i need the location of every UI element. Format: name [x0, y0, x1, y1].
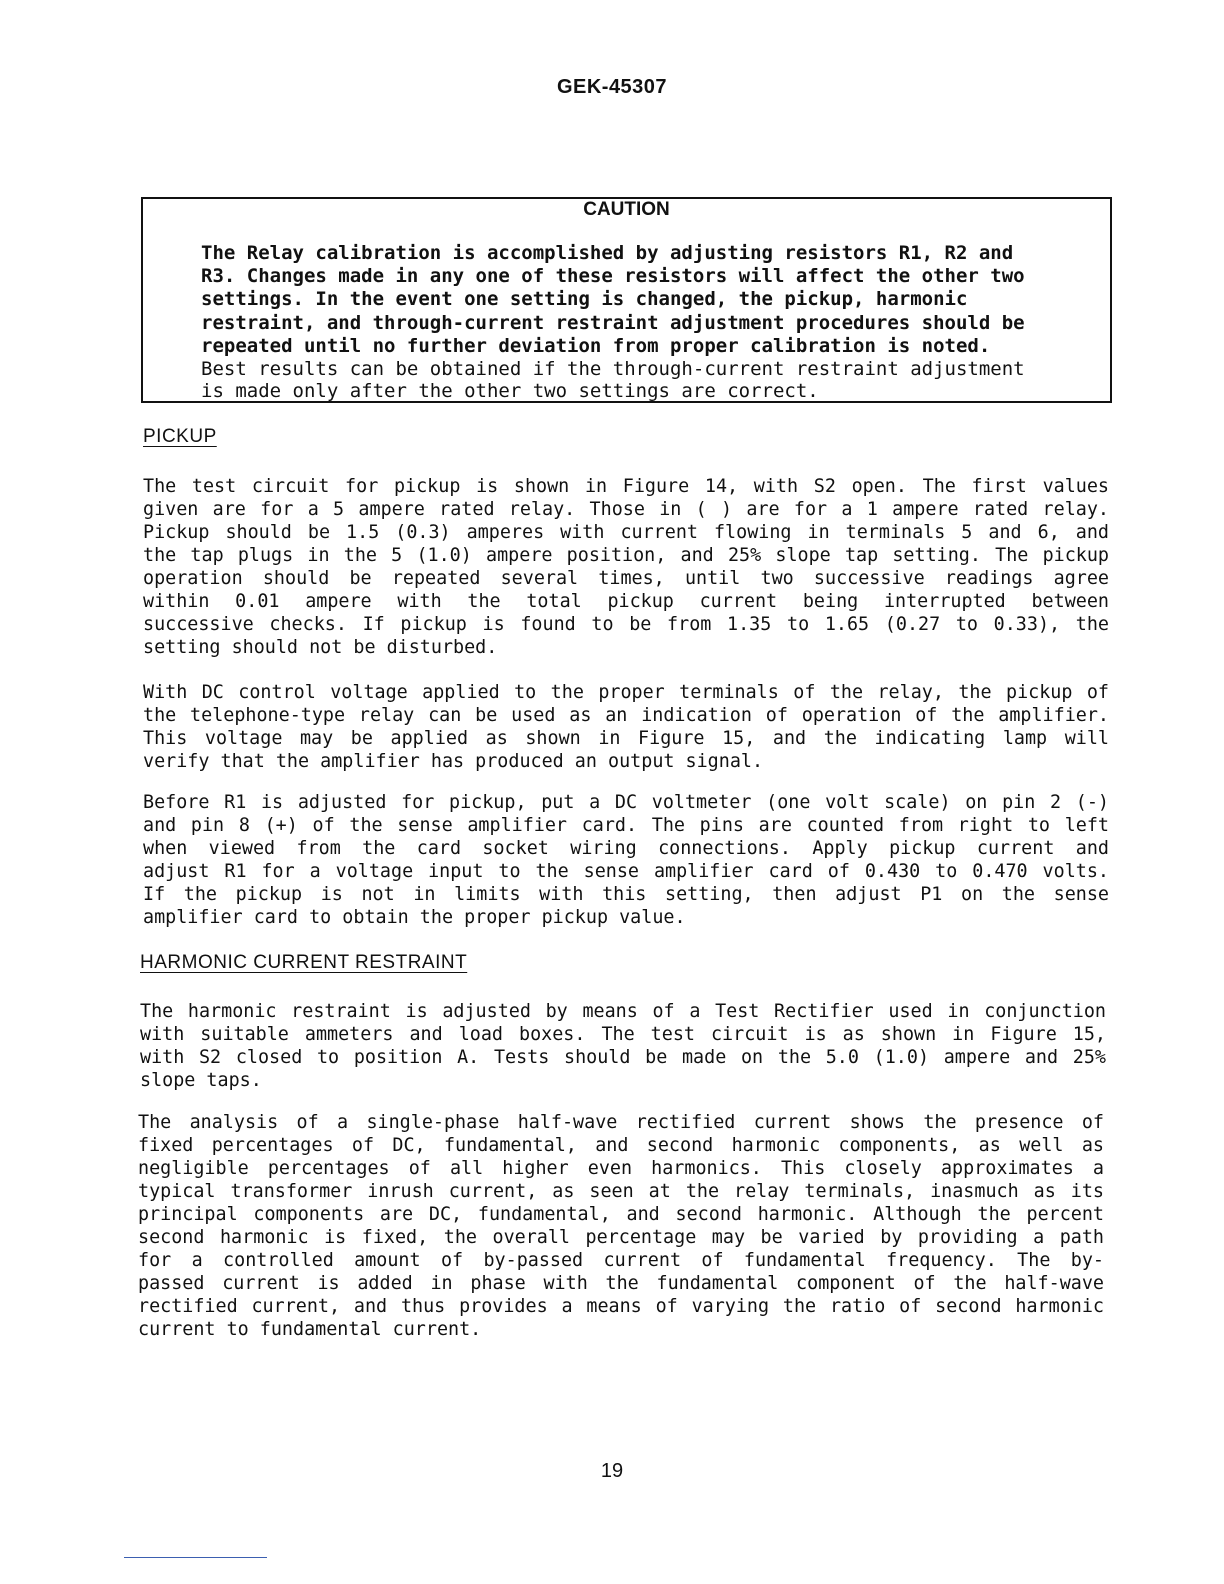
text-line: The harmonic restraint is adjusted by means of a Test Rectifier used in conjunction: [140, 1001, 1106, 1022]
text-line: for a controlled amount of by-passed current of fundamental frequency. The by-: [138, 1250, 1104, 1271]
caution-box: [141, 197, 1112, 403]
text-line: adjust R1 for a voltage input to the sense amplifier card of 0.430 to 0.470 volts.: [143, 861, 1109, 882]
section-heading-harmonic: HARMONIC CURRENT RESTRAINT: [140, 952, 468, 973]
paragraph-harmonic-1: [140, 1000, 1106, 1092]
caution-line: The Relay calibration is accomplished by adjusting resistors R1, R2 and: [201, 242, 1014, 264]
footer-rule: [124, 1557, 267, 1558]
text-line: and pin 8 (+) of the sense amplifier card. The pins are counted from right to left: [143, 815, 1109, 836]
page-number: 19: [600, 1460, 624, 1482]
text-line: successive checks. If pickup is found to be from 1.35 to 1.65 (0.27 to 0.33), the: [143, 614, 1109, 635]
section-heading-pickup: PICKUP: [143, 426, 217, 447]
paragraph-pickup-1: [143, 475, 1109, 659]
caution-line: repeated until no further deviation from proper calibration is noted.: [201, 335, 991, 357]
text-line: Before R1 is adjusted for pickup, put a DC voltmeter (one volt scale) on pin 2 (-): [143, 792, 1109, 813]
text-line: current to fundamental current.: [138, 1319, 482, 1340]
text-line: given are for a 5 ampere rated relay. Those in ( ) are for a 1 ampere rated relay.: [143, 499, 1109, 520]
text-line: rectified current, and thus provides a means of varying the ratio of second harmonic: [138, 1296, 1104, 1317]
text-line: fixed percentages of DC, fundamental, and second harmonic components, as well as: [138, 1135, 1104, 1156]
caution-line: restraint, and through-current restraint adjustment procedures should be: [201, 312, 1025, 334]
text-line: when viewed from the card socket wiring connections. Apply pickup current and: [143, 838, 1109, 859]
caution-line: is made only after the other two settings are correct.: [201, 380, 819, 402]
text-line: the tap plugs in the 5 (1.0) ampere position, and 25% slope tap setting. The pickup: [143, 545, 1109, 566]
paragraph-pickup-2: [143, 681, 1109, 773]
text-line: passed current is added in phase with the fundamental component of the half-wave: [138, 1273, 1104, 1294]
text-line: operation should be repeated several times, until two successive readings agree: [143, 568, 1109, 589]
text-line: negligible percentages of all higher even harmonics. This closely approximates a: [138, 1158, 1104, 1179]
text-line: amplifier card to obtain the proper pickup value.: [143, 907, 686, 928]
text-line: verify that the amplifier has produced an output signal.: [143, 751, 764, 772]
text-line: If the pickup is not in limits with this setting, then adjust P1 on the sense: [143, 884, 1109, 905]
text-line: the telephone-type relay can be used as an indication of operation of the amplifier.: [143, 705, 1109, 726]
paragraph-harmonic-2: [138, 1111, 1104, 1341]
caution-line: R3. Changes made in any one of these resistors will affect the other two: [201, 265, 1025, 287]
text-line: with suitable ammeters and load boxes. The test circuit is as shown in Figure 15,: [140, 1024, 1106, 1045]
text-line: This voltage may be applied as shown in Figure 15, and the indicating lamp will: [143, 728, 1109, 749]
caution-line: settings. In the event one setting is changed, the pickup, harmonic: [201, 288, 968, 310]
text-line: The test circuit for pickup is shown in Figure 14, with S2 open. The first values: [143, 476, 1109, 497]
text-line: Pickup should be 1.5 (0.3) amperes with current flowing in terminals 5 and 6, and: [143, 522, 1109, 543]
document-id: GEK-45307: [556, 76, 668, 98]
text-line: principal components are DC, fundamental, and second harmonic. Although the percent: [138, 1204, 1104, 1225]
text-line: The analysis of a single-phase half-wave rectified current shows the presence of: [138, 1112, 1104, 1133]
text-line: slope taps.: [140, 1070, 262, 1091]
text-line: within 0.01 ampere with the total pickup current being interrupted between: [143, 591, 1109, 612]
paragraph-pickup-3: [143, 791, 1109, 929]
caution-title: CAUTION: [583, 199, 670, 220]
caution-line: Best results can be obtained if the through-current restraint adjustment: [201, 358, 1025, 380]
text-line: typical transformer inrush current, as seen at the relay terminals, inasmuch as its: [138, 1181, 1104, 1202]
text-line: With DC control voltage applied to the proper terminals of the relay, the pickup of: [143, 682, 1109, 703]
text-line: with S2 closed to position A. Tests should be made on the 5.0 (1.0) ampere and 25%: [140, 1047, 1106, 1068]
text-line: second harmonic is fixed, the overall percentage may be varied by providing a path: [138, 1227, 1104, 1248]
text-line: setting should not be disturbed.: [143, 637, 498, 658]
